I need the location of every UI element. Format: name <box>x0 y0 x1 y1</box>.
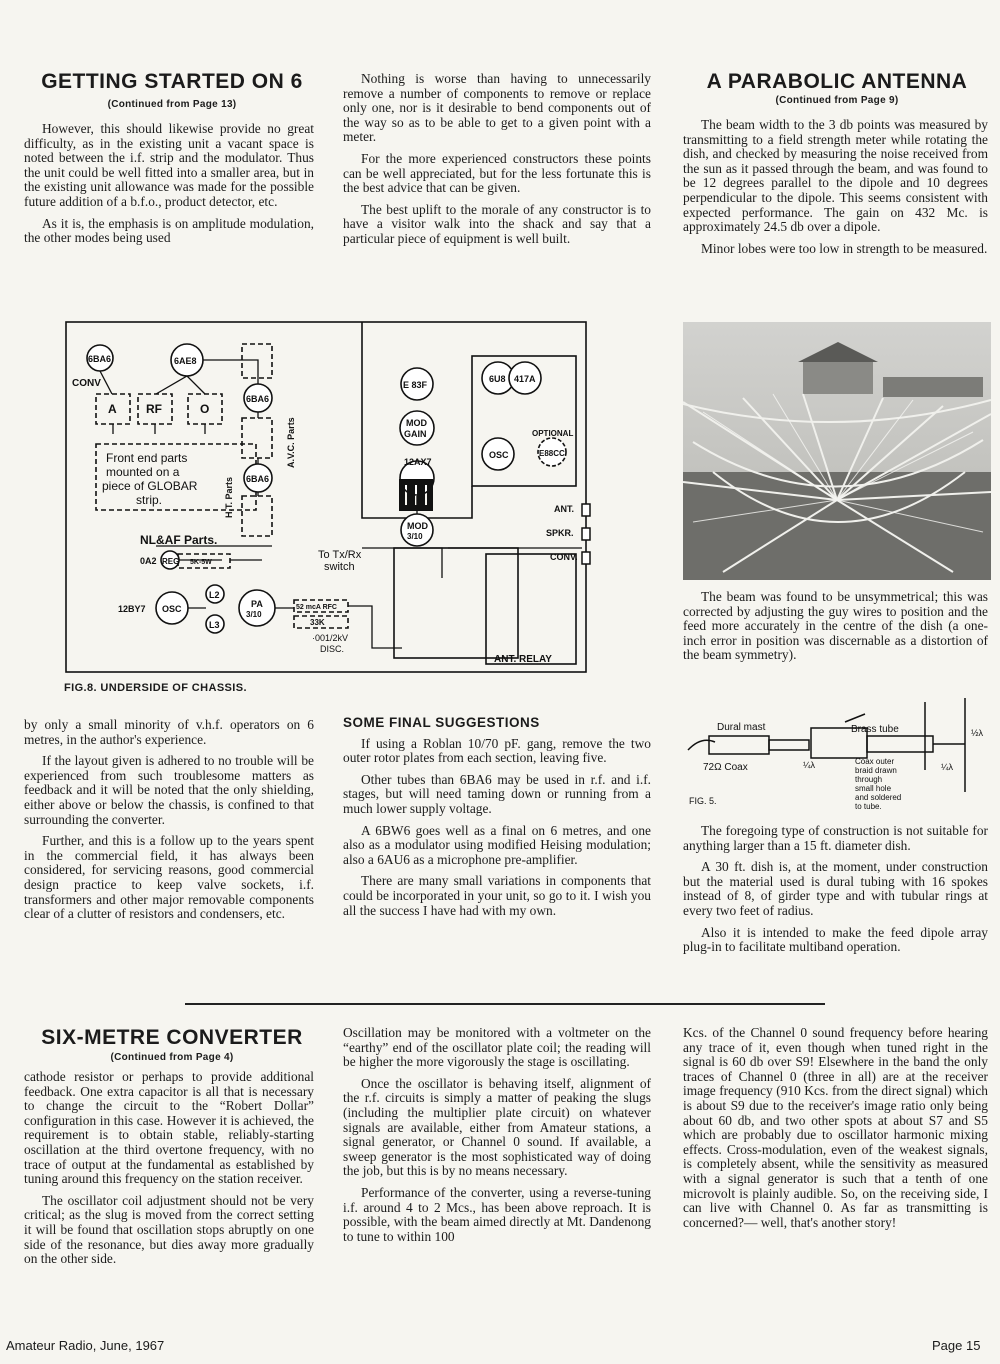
paragraph: However, this should likewise provide no great difficulty, as in the existing unit a vacant space is noted between the i.f. strip and the modulator. Thus the unit could be well fitted into a smaller area, but in the existing unit allowance was made for the possible future addition of a b.f.o., product detector, etc. <box>24 121 314 209</box>
label-a: A <box>108 402 117 416</box>
label-6u8: 6U8 <box>489 374 506 384</box>
label-modgain-1: MOD <box>406 418 427 428</box>
paragraph: As it is, the emphasis is on amplitude modulation, the other modes being used <box>24 215 314 246</box>
paragraph: Nothing is worse than having to unnecessarily remove a number of components to remove or replace only one, nor is it desirable to bend components out of the way so as to be able to get to a given point with a meter. <box>343 71 651 145</box>
label-coax: 72Ω Coax <box>703 762 748 773</box>
label-mod-2: 3/10 <box>407 532 423 541</box>
paragraph: A 6BW6 goes well as a final on 6 metres, and one also as a modulator using modified Heising modulation; also a 6AU6 as a microphone pre-amplifier. <box>343 822 651 867</box>
label-globar-4: strip. <box>136 493 163 507</box>
label-braid-4: small hole <box>855 784 892 793</box>
label-braid-3: through <box>855 775 883 784</box>
getting-started-col1-bottom <box>24 718 314 929</box>
label-l2: L2 <box>209 590 220 600</box>
fig5-feed-diagram <box>683 692 993 812</box>
fig8-chassis-diagram <box>62 318 602 680</box>
label-6ba6: 6BA6 <box>88 354 112 364</box>
paragraph: Kcs. of the Channel 0 sound frequency before hearing any trace of it, even though when tuned right in the signal is 60 db over S9! Elsewhere in the band the only traces of Channel 0 (three in all) are at the receiver image frequency (910 Kcs. from the direct signal) which is about S9 due to the receiver's image ratio only being about 60 db, and two other spots at about S7 and S5 which are probably due to oscillator harmonic mixing effects. Cross-modulation, even of the weakest signals, is completely absent, while the sensitivity as measured with a signal generator is such that a tenth of one microvolt is plainly audible. So, on the receiving side, I can live with Channel 0. As far as transmitting is concerned?— well, that's another story! <box>683 1025 988 1230</box>
label-e88cc: E88CC <box>539 449 565 458</box>
label-brass-tube: Brass tube <box>851 724 899 735</box>
label-globar-1: Front end parts <box>106 451 188 465</box>
footer-page-number: Page 15 <box>932 1338 981 1353</box>
label-pa: PA <box>251 599 263 609</box>
label-rf: RF <box>146 402 162 416</box>
paragraph: If the layout given is adhered to no trouble will be experienced from such troublesome matters as feedback and it will be noted that the only shielding, either above or below the chassis, is confined to that surrounding the converter. <box>24 753 314 827</box>
label-pa-2: 3/10 <box>246 610 262 619</box>
paragraph: Other tubes than 6BA6 may be used in r.f. and i.f. stages, but will need taming down or running from a much lower supply voltage. <box>343 771 651 816</box>
label-globar-2: mounted on a <box>106 465 180 479</box>
paragraph: Minor lobes were too low in strength to be measured. <box>701 240 988 256</box>
parabolic-col3-mid <box>683 590 988 670</box>
label-reg: REG <box>162 557 180 566</box>
label-half-wave: ½λ <box>971 728 984 738</box>
article-title-converter: SIX-METRE CONVERTER <box>41 1026 303 1049</box>
label-txrx-2: switch <box>324 561 355 573</box>
label-osc-2: OSC <box>489 450 509 460</box>
continued-note: (Continued from Page 9) <box>775 95 899 106</box>
label-disc-1: ·001/2kV <box>312 633 349 643</box>
paragraph: The best uplift to the morale of any constructor is to have a visitor walk into the shack and say that a particular piece of equipment is well built. <box>343 201 651 246</box>
label-spkr: SPKR. <box>546 528 574 538</box>
label-rfc: 52 mcA RFC <box>296 604 337 611</box>
label-optional: OPTIONAL <box>532 429 574 438</box>
label-e83f: E 83F <box>403 380 428 390</box>
paragraph: The oscillator coil adjustment should not be very critical; as the slug is moved from the correct setting it will be found that oscillation stops abruptly on one side of the resonance, but dies away more gradually on the other side. <box>24 1192 314 1267</box>
converter-col1 <box>24 1070 314 1274</box>
label-nlaf: NL&AF Parts. <box>140 533 218 547</box>
footer-publication: Amateur Radio, June, 1967 <box>6 1338 165 1353</box>
label-6ba6-3: 6BA6 <box>246 474 270 484</box>
paragraph: Performance of the converter, using a reverse-tuning i.f. around 4 to 2 Mcs., has been above reproach. It is possible, with the beam aimed directly at Mt. Dandenong to tune to within 100 <box>343 1184 651 1244</box>
label-braid-5: and soldered <box>855 793 902 802</box>
label-avc: A.V.C. Parts <box>286 417 296 468</box>
article-title-parabolic: A PARABOLIC ANTENNA <box>706 70 968 93</box>
fig5-caption: FIG. 5. <box>689 796 717 806</box>
label-12by7: 12BY7 <box>118 604 146 614</box>
paragraph: The foregoing type of construction is not suitable for anything larger than a 15 ft. diameter dish. <box>683 823 988 853</box>
section-divider <box>185 1003 825 1005</box>
fig8-caption: FIG.8. UNDERSIDE OF CHASSIS. <box>64 682 247 694</box>
paragraph: cathode resistor or perhaps to provide additional feedback. One extra capacitor is all that is necessary to change the circuit to the “Robert Dollar” configuration in this case. However it is achieved, the requirement is to obtain stable, reliably-starting oscillation at the third overtone frequency, with no trace of output at the fundamental as established by tuning around this frequency on the station receiver. <box>24 1069 314 1187</box>
label-6ba6-2: 6BA6 <box>246 394 270 404</box>
label-l3: L3 <box>209 620 220 630</box>
paragraph: The beam was found to be unsymmetrical; this was corrected by adjusting the guy wires to position and the feed more accurately in the centre of the dish (a one-inch error in position was discernable as a distortion of the beam symmetry). <box>683 589 988 663</box>
label-6ae8: 6AE8 <box>174 356 197 366</box>
continued-note: (Continued from Page 13) <box>107 99 237 110</box>
label-o: O <box>200 402 210 416</box>
section-heading: SOME FINAL SUGGESTIONS <box>343 715 540 730</box>
label-oa2: 0A2 <box>140 556 157 566</box>
label-dural-mast: Dural mast <box>717 722 766 733</box>
parabolic-col3-bottom <box>683 824 988 962</box>
paragraph: Also it is intended to make the feed dipole array plug-in to facilitate multiband operation. <box>683 924 988 955</box>
paragraph: If using a Roblan 10/70 pF. gang, remove the two outer rotor plates from each section, leaving five. <box>343 735 651 766</box>
continued-note: (Continued from Page 4) <box>110 1052 234 1063</box>
label-braid-2: braid drawn <box>855 766 897 775</box>
label-quarter-wave-2: ¼λ <box>941 762 954 772</box>
paragraph: by only a small minority of v.h.f. operators on 6 metres, in the author's experience. <box>24 717 314 747</box>
label-conv-r: CONV. <box>550 552 578 562</box>
label-modgain-2: GAIN <box>404 429 427 439</box>
label-conv: CONV <box>72 378 101 389</box>
paragraph: The beam width to the 3 db points was measured by transmitting to a field strength meter while rotating the dish, and checked by measuring the noise received from the sun as it passed through the beam, and was found to be 12 degrees parallel to the dipole and 10 degrees perpendicular to the dipole. This seems consistent with expected performance. The gain on 432 Mc. is approximately 24.5 db over a dipole. <box>683 117 988 235</box>
paragraph: A 30 ft. dish is, at the moment, under construction but the material used is dural tubing with 16 spokes instead of 8, of girder type and with tubular rings at every two feet of radius. <box>683 859 988 918</box>
converter-col3 <box>683 1026 988 1237</box>
paragraph: For the more experienced constructors these points can be well appreciated, but for the less fortunate this is the best advice that can be given. <box>343 150 651 196</box>
label-txrx-1: To Tx/Rx <box>318 549 362 561</box>
label-braid-1: Coax outer <box>855 757 895 766</box>
label-osc: OSC <box>162 604 182 614</box>
paragraph: Further, and this is a follow up to the years spent in the commercial field, it has always been considered, for servicing reasons, good commercial design practice to keep valve sockets, i.f. transformers and other major removable components clear of a clutter of resistors and condensers, etc. <box>24 833 314 922</box>
getting-started-col1-top <box>24 122 314 253</box>
label-12ax7: 12AX7 <box>404 457 432 467</box>
paragraph: Once the oscillator is behaving itself, alignment of the r.f. circuits is simply a matter of peaking the slugs (including the multiplier plate circuit) on whatever signals are available, either from Amateur stations, a signal generator, or Channel 0 sound. If available, a sweep generator is the most sophisticated way of doing the job, but this is by no means necessary. <box>343 1075 651 1179</box>
label-33k: 33K <box>310 618 325 627</box>
getting-started-col2-top <box>343 72 651 254</box>
getting-started-col2-bottom <box>343 716 651 925</box>
label-ant-relay: ANT. RELAY <box>494 654 552 665</box>
label-417a: 417A <box>514 374 536 384</box>
label-quarter-wave: ¼λ <box>803 760 816 770</box>
label-5k: 5K-5W <box>190 559 212 566</box>
converter-col2 <box>343 1026 651 1251</box>
paragraph: Oscillation may be monitored with a voltmeter on the “earthy” end of the oscillator plate coil; the reading will be higher the more vigorously the stage is oscillating. <box>343 1025 651 1070</box>
label-mod-1: MOD <box>407 521 428 531</box>
parabolic-col3-top <box>683 118 988 263</box>
paragraph: There are many small variations in components that could be incorporated in your unit, so go to it. I wish you all the success I have had with my own. <box>343 873 651 918</box>
label-globar-3: piece of GLOBAR <box>102 479 198 493</box>
label-braid-6: to tube. <box>855 802 882 811</box>
label-disc-2: DISC. <box>320 644 345 654</box>
label-ht: H.T. Parts <box>224 476 234 518</box>
article-title-getting-started: GETTING STARTED ON 6 <box>41 70 303 93</box>
label-ant: ANT. <box>554 504 574 514</box>
dish-antenna-photo <box>683 322 991 580</box>
